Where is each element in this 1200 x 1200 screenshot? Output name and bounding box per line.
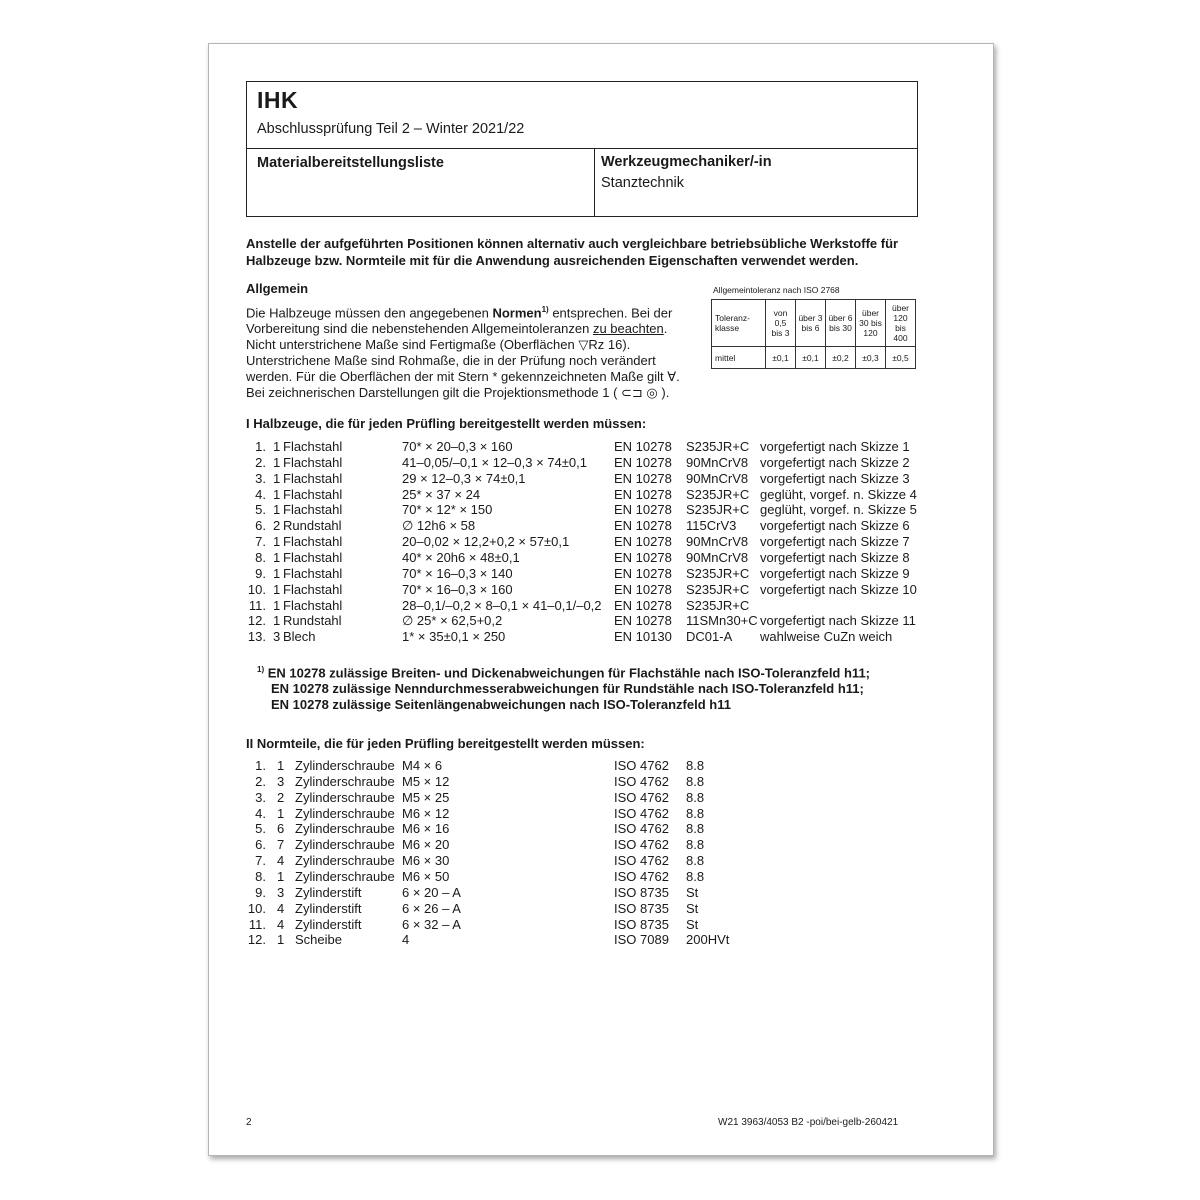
item-grade: 8.8 [686,773,705,789]
item-norm: EN 10278 [614,534,672,550]
tolerance-range: über 6 bis 30 [826,300,856,347]
item-no: 7. [255,853,266,869]
item-qty: 1 [273,502,281,518]
item-name: Zylinderstift [295,916,362,932]
doc-title-cell [247,148,595,216]
item-grade: St [686,884,699,900]
item-norm: EN 10278 [614,502,672,518]
item-qty: 3 [277,884,285,900]
item-grade: 8.8 [686,821,705,837]
item-norm: EN 10278 [614,581,672,597]
item-qty: 1 [273,439,281,454]
item-qty: 4 [277,900,285,916]
item-dim: 6 × 26 – A [402,900,461,916]
item-grade: 8.8 [686,868,705,884]
item-name: Flachstahl [283,454,343,470]
item-note: geglüht, vorgef. n. Skizze 4 [760,486,917,502]
footnote-line3: EN 10278 zulässige Seitenlängenabweichungen nach ISO-Toleranzfeld h11 [271,696,731,712]
item-dim: 29 × 12–0,3 × 74±0,1 [402,470,526,486]
allg-sup: 1) [541,305,549,314]
item-norm: EN 10278 [614,613,672,629]
item-qty: 1 [273,565,281,581]
item-no: 9. [255,565,266,581]
item-name: Zylinderstift [295,884,362,900]
item-mat: S235JR+C [686,486,750,502]
item-norm: EN 10278 [614,486,672,502]
item-dim: M6 × 30 [402,853,450,869]
item-name: Flachstahl [283,470,343,486]
item-norm: ISO 8735 [614,900,669,916]
item-dim: 6 × 20 – A [402,884,461,900]
item-qty: 2 [277,789,285,805]
tolerance-row-label: mittel [712,347,766,369]
item-dim: 6 × 32 – A [402,916,461,932]
item-name: Zylinderschraube [295,805,395,821]
item-norm: ISO 4762 [614,821,669,837]
allg-line4: Unterstrichene Maße sind Rohmaße, die in der Prüfung noch verändert [246,353,656,369]
item-no: 3. [255,470,266,486]
item-qty: 1 [277,805,285,821]
item-note: vorgefertigt nach Skizze 9 [760,565,910,581]
item-dim: M6 × 20 [402,837,450,853]
item-no: 1. [255,439,266,454]
item-mat: 115CrV3 [686,518,737,534]
item-no: 6. [255,837,266,853]
item-note: vorgefertigt nach Skizze 1 [760,439,910,454]
item-norm: EN 10278 [614,439,672,454]
item-mat: 11SMn30+C [686,613,758,629]
item-dim: 70* × 20–0,3 × 160 [402,439,513,454]
tolerance-range: über 3 bis 6 [796,300,826,347]
item-name: Flachstahl [283,502,343,518]
item-no: 8. [255,868,266,884]
allg-line3: Nicht unterstrichene Maße sind Fertigmaße (Oberflächen ▽Rz 16). [246,337,631,353]
item-dim: 70* × 16–0,3 × 140 [402,565,513,581]
item-dim: 70* × 16–0,3 × 160 [402,581,513,597]
item-no: 12. [247,613,266,629]
item-grade: St [686,916,699,932]
item-no: 3. [255,789,266,805]
item-no: 10. [247,581,266,597]
tolerance-range: über 30 bis 120 [856,300,886,347]
allg-line2a: Vorbereitung sind die nebenstehenden Allgemeintoleranzen [246,321,593,337]
exam-subtitle: Abschlussprüfung Teil 2 – Winter 2021/22 [257,121,525,137]
item-name: Zylinderschraube [295,837,395,853]
item-grade: St [686,900,699,916]
item-dim: 25* × 37 × 24 [402,486,481,502]
item-norm: ISO 8735 [614,884,669,900]
item-norm: ISO 4762 [614,789,669,805]
item-norm: EN 10130 [614,629,672,645]
footnote-line2: EN 10278 zulässige Nenndurchmesserabweichungen für Rundstähle nach ISO-Toleranzfeld h11; [271,681,864,697]
item-no: 4. [255,486,266,502]
item-no: 8. [255,549,266,565]
item-note: geglüht, vorgef. n. Skizze 5 [760,502,917,518]
item-qty: 1 [277,868,285,884]
item-grade: 8.8 [686,837,705,853]
allg-line1a: Die Halbzeuge müssen den angegebenen [246,305,493,321]
item-name: Zylinderschraube [295,853,395,869]
tolerance-caption: Allgemeintoleranz nach ISO 2768 [713,285,840,295]
item-name: Blech [283,629,316,645]
tolerance-value: ±0,1 [796,347,826,369]
item-dim: ∅ 25* × 62,5+0,2 [402,613,503,629]
item-note: vorgefertigt nach Skizze 7 [760,534,910,550]
item-mat: S235JR+C [686,502,750,518]
footnote-mark: 1) [257,665,265,674]
item-qty: 1 [273,454,281,470]
item-qty: 1 [273,534,281,550]
item-name: Rundstahl [283,518,342,534]
item-norm: EN 10278 [614,470,672,486]
item-name: Zylinderschraube [295,868,395,884]
item-name: Scheibe [295,932,342,948]
item-qty: 1 [273,549,281,565]
doc-title: Materialbereitstellungsliste [257,155,444,171]
tolerance-table [711,299,916,369]
item-qty: 1 [273,470,281,486]
org-title: IHK [257,87,299,113]
item-name: Zylinderschraube [295,821,395,837]
allg-line5: werden. Für die Oberflächen der mit Stern * gekennzeichneten Maße gilt ∀. [246,368,680,384]
footnote-line1: EN 10278 zulässige Breiten- und Dickenabweichungen für Flachstähle nach ISO-Toleranzfeld h11; [267,665,870,681]
item-dim: M4 × 6 [402,758,443,773]
item-norm: EN 10278 [614,518,672,534]
tolerance-value: ±0,2 [826,347,856,369]
item-no: 4. [255,805,266,821]
intro-text: Anstelle der aufgeführten Positionen können alternativ auch vergleichbare betriebsübliche Werkstoffe für Halbzeuge bzw. Normteile mit für die Anwendung ausreichenden Eigenschaften verwendet werden. [246,236,899,268]
item-name: Flachstahl [283,439,343,454]
item-dim: 41–0,05/–0,1 × 12–0,3 × 74±0,1 [402,454,587,470]
item-no: 9. [255,884,266,900]
allg-normen: Normen [492,305,542,321]
item-no: 5. [255,821,266,837]
page-number: 2 [246,1117,252,1128]
item-qty: 3 [273,629,281,645]
item-qty: 6 [277,821,285,837]
allgemein-text [246,302,696,401]
item-mat: 90MnCrV8 [686,454,749,470]
item-no: 13. [247,629,266,645]
tolerance-range: über 120 bis 400 [886,300,916,347]
item-name: Flachstahl [283,581,343,597]
footer-code: W21 3963/4053 B2 -poi/bei-gelb-260421 [718,1117,899,1128]
item-grade: 8.8 [686,758,705,773]
allg-line2c: . [663,321,668,337]
item-norm: ISO 4762 [614,868,669,884]
item-name: Flachstahl [283,486,343,502]
item-mat: 90MnCrV8 [686,470,749,486]
item-no: 12. [247,932,266,948]
allgemein-heading: Allgemein [246,281,309,296]
item-qty: 1 [273,597,281,613]
item-note: wahlweise CuZn weich [760,629,893,645]
item-note: vorgefertigt nach Skizze 6 [760,518,910,534]
item-grade: 200HVt [686,932,730,948]
item-no: 2. [255,773,266,789]
item-name: Zylinderstift [295,900,362,916]
item-norm: ISO 4762 [614,805,669,821]
allg-line2b: zu beachten [592,321,664,337]
item-grade: 8.8 [686,789,705,805]
item-no: 2. [255,454,266,470]
item-note: vorgefertigt nach Skizze 8 [760,549,910,565]
item-name: Flachstahl [283,549,343,565]
item-dim: 40* × 20h6 × 48±0,1 [402,549,520,565]
item-qty: 1 [273,581,281,597]
item-norm: ISO 4762 [614,758,669,773]
item-mat: S235JR+C [686,597,750,613]
item-name: Flachstahl [283,597,343,613]
item-norm: ISO 7089 [614,932,669,948]
item-norm: EN 10278 [614,454,672,470]
item-no: 5. [255,502,266,518]
item-qty: 1 [273,486,281,502]
item-norm: ISO 4762 [614,773,669,789]
item-no: 1. [255,758,266,773]
item-note: vorgefertigt nach Skizze 2 [760,454,910,470]
item-mat: S235JR+C [686,565,750,581]
header-top [247,82,917,149]
item-norm: EN 10278 [614,549,672,565]
profession-cell [601,154,772,191]
item-name: Rundstahl [283,613,342,629]
item-norm: ISO 4762 [614,837,669,853]
item-dim: M6 × 50 [402,868,450,884]
item-note: vorgefertigt nach Skizze 3 [760,470,910,486]
item-note: vorgefertigt nach Skizze 11 [760,613,916,629]
item-dim: M6 × 16 [402,821,450,837]
item-dim: ∅ 12h6 × 58 [402,518,476,534]
item-grade: 8.8 [686,853,705,869]
tolerance-class-label: Toleranz-klasse [712,300,766,347]
section2-heading: II Normteile, die für jeden Prüfling bereitgestellt werden müssen: [246,736,645,751]
allg-line1c: entsprechen. Bei der [548,305,673,321]
profession: Werkzeugmechaniker/-in [601,154,772,170]
item-dim: M5 × 12 [402,773,450,789]
tolerance-value: ±0,5 [886,347,916,369]
section1-heading: I Halbzeuge, die für jeden Prüfling bereitgestellt werden müssen: [246,416,647,431]
item-norm: ISO 8735 [614,916,669,932]
item-norm: EN 10278 [614,597,672,613]
item-mat: S235JR+C [686,439,750,454]
item-dim: 1* × 35±0,1 × 250 [402,629,506,645]
item-qty: 2 [273,518,281,534]
item-name: Flachstahl [283,565,343,581]
item-qty: 3 [277,773,285,789]
item-dim: M5 × 25 [402,789,450,805]
item-dim: 20–0,02 × 12,2+0,2 × 57±0,1 [402,534,570,550]
item-norm: ISO 4762 [614,853,669,869]
item-dim: M6 × 12 [402,805,450,821]
tolerance-value: ±0,3 [856,347,886,369]
item-name: Zylinderschraube [295,773,395,789]
item-no: 10. [247,900,266,916]
item-qty: 4 [277,853,285,869]
item-name: Flachstahl [283,534,343,550]
item-mat: DC01-A [686,629,733,645]
item-no: 6. [255,518,266,534]
specialty: Stanztechnik [601,175,685,191]
item-qty: 7 [277,837,285,853]
item-qty: 1 [277,932,285,948]
item-mat: 90MnCrV8 [686,534,749,550]
item-qty: 1 [273,613,281,629]
item-name: Zylinderschraube [295,758,395,773]
item-dim: 4 [402,932,410,948]
item-qty: 1 [277,758,285,773]
item-no: 11. [248,597,266,613]
item-mat: 90MnCrV8 [686,549,749,565]
item-no: 7. [255,534,266,550]
item-dim: 70* × 12* × 150 [402,502,493,518]
item-note: vorgefertigt nach Skizze 10 [760,581,917,597]
tolerance-value: ±0,1 [766,347,796,369]
footnote [257,662,870,713]
item-dim: 28–0,1/–0,2 × 8–0,1 × 41–0,1/–0,2 [402,597,602,613]
item-no: 11. [248,916,266,932]
item-mat: S235JR+C [686,581,750,597]
allg-line6: Bei zeichnerischen Darstellungen gilt die Projektionsmethode 1 ( ⊂⊐ ◎ ). [246,384,670,400]
header-box [246,81,918,217]
item-name: Zylinderschraube [295,789,395,805]
item-qty: 4 [277,916,285,932]
tolerance-range: von 0,5 bis 3 [766,300,796,347]
item-norm: EN 10278 [614,565,672,581]
item-grade: 8.8 [686,805,705,821]
